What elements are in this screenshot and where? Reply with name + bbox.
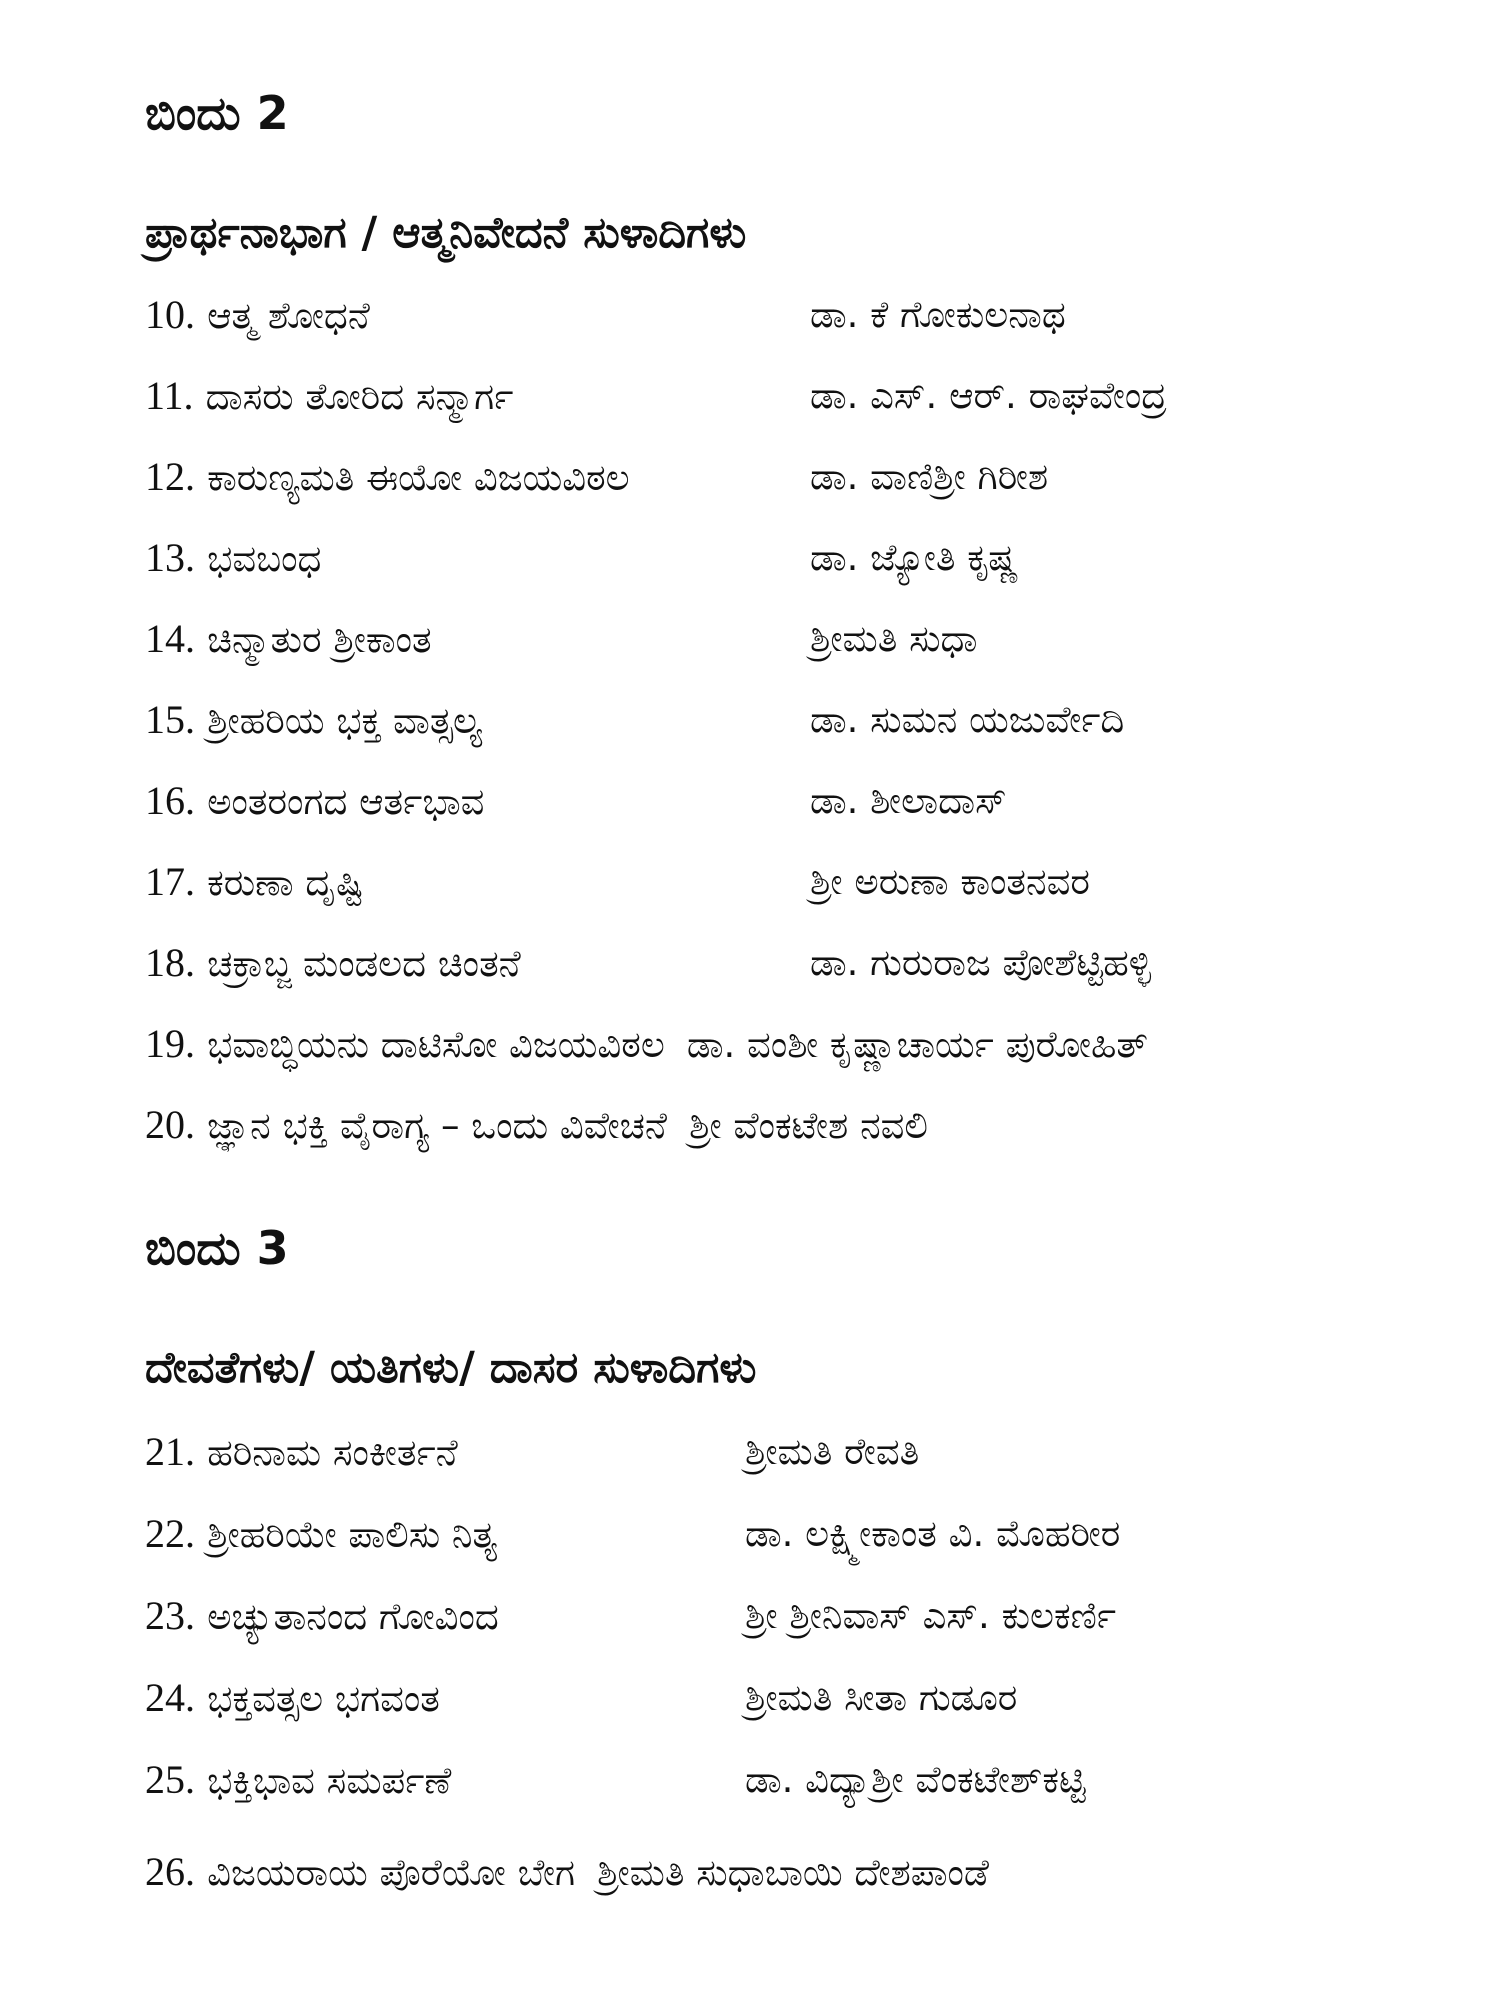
entry-title: ಕರುಣಾ ದೃಷ್ಟಿ bbox=[207, 861, 364, 904]
list-item bbox=[145, 285, 1405, 345]
section-title-devategalu: ದೇವತೆಗಳು/ ಯತಿಗಳು/ ದಾಸರ ಸುಳಾದಿಗಳು bbox=[145, 1343, 757, 1393]
list-item bbox=[145, 1842, 1405, 1902]
entry-number: 23. bbox=[145, 1593, 195, 1638]
list-item bbox=[145, 609, 1405, 669]
entry-number: 22. bbox=[145, 1511, 195, 1556]
entry-author: ಡಾ. ಕೆ ಗೋಕುಲನಾಥ bbox=[810, 293, 1066, 336]
entry-author: ಡಾ. ಗುರುರಾಜ ಪೋಶೆಟ್ಟಿಹಳ್ಳಿ bbox=[810, 941, 1152, 984]
entry-title: ವಿಜಯರಾಯ ಪೊರೆಯೋ ಬೇಗ bbox=[207, 1851, 576, 1894]
entry-title: ಭಕ್ತಿಭಾವ ಸಮರ್ಪಣೆ bbox=[207, 1759, 452, 1802]
entry-title: ಭವಾಬ್ಧಿಯನು ದಾಟಿಸೋ ವಿಜಯವಿಠಲ bbox=[207, 1023, 665, 1066]
list-item bbox=[145, 1750, 1405, 1810]
section-heading-bindu-2: ಬಿಂದು 2 bbox=[145, 86, 289, 140]
list-item bbox=[145, 1586, 1405, 1646]
entry-author: ಶ್ರೀಮತಿ ಸೀತಾ ಗುಡೂರ bbox=[745, 1676, 1018, 1719]
entry-number: 20. bbox=[145, 1102, 195, 1147]
entry-number: 14. bbox=[145, 616, 195, 661]
entry-number: 15. bbox=[145, 697, 195, 742]
entry-number: 11. bbox=[145, 373, 194, 418]
entry-author: ಶ್ರೀಮತಿ ರೇವತಿ bbox=[745, 1430, 920, 1473]
entry-number: 10. bbox=[145, 292, 195, 337]
list-item bbox=[145, 1095, 1405, 1155]
list-item bbox=[145, 1504, 1405, 1564]
entry-title: ಅಚ್ಯುತಾನಂದ ಗೋವಿಂದ bbox=[207, 1595, 499, 1638]
entry-author: ಶ್ರೀ ವೆಂಕಟೇಶ ನವಲಿ bbox=[689, 1104, 928, 1147]
entry-title: ಚಕ್ರಾಬ್ಜ ಮಂಡಲದ ಚಿಂತನೆ bbox=[207, 942, 521, 985]
entry-title: ಶ್ರೀಹರಿಯ ಭಕ್ತ ವಾತ್ಸಲ್ಯ bbox=[207, 699, 483, 742]
entry-title: ಭವಬಂಧ bbox=[207, 537, 322, 580]
entry-number: 18. bbox=[145, 940, 195, 985]
entry-author: ಶ್ರೀಮತಿ ಸುಧಾ bbox=[810, 617, 978, 660]
entry-author: ಡಾ. ವಿದ್ಯಾಶ್ರೀ ವೆಂಕಟೇಶ್‌ಕಟ್ಟಿ bbox=[745, 1758, 1086, 1801]
entry-number: 13. bbox=[145, 535, 195, 580]
section-heading-bindu-3: ಬಿಂದು 3 bbox=[145, 1221, 289, 1275]
list-item bbox=[145, 366, 1405, 426]
entry-number: 16. bbox=[145, 778, 195, 823]
entry-author: ಶ್ರೀ ಶ್ರೀನಿವಾಸ್ ಎಸ್. ಕುಲಕರ್ಣಿ bbox=[745, 1594, 1116, 1637]
entry-title: ಭಕ್ತವತ್ಸಲ ಭಗವಂತ bbox=[207, 1677, 440, 1720]
entry-author: ಶ್ರೀಮತಿ ಸುಧಾಬಾಯಿ ದೇಶಪಾಂಡೆ bbox=[597, 1851, 989, 1894]
list-item bbox=[145, 852, 1405, 912]
section-title-prarthana: ಪ್ರಾರ್ಥನಾಭಾಗ / ಆತ್ಮನಿವೇದನೆ ಸುಳಾದಿಗಳು bbox=[145, 208, 747, 258]
entry-number: 12. bbox=[145, 454, 195, 499]
entry-number: 25. bbox=[145, 1757, 195, 1802]
list-item bbox=[145, 447, 1405, 507]
entry-title: ಜ್ಞಾನ ಭಕ್ತಿ ವೈರಾಗ್ಯ – ಒಂದು ವಿವೇಚನೆ bbox=[207, 1104, 667, 1147]
entry-title: ಶ್ರೀಹರಿಯೇ ಪಾಲಿಸು ನಿತ್ಯ bbox=[207, 1513, 498, 1556]
entry-author: ಡಾ. ಸುಮನ ಯಜುರ್ವೇದಿ bbox=[810, 698, 1125, 741]
list-item bbox=[145, 1422, 1405, 1482]
entry-number: 21. bbox=[145, 1429, 195, 1474]
entry-number: 19. bbox=[145, 1021, 195, 1066]
entry-author: ಡಾ. ವಾಣಿಶ್ರೀ ಗಿರೀಶ bbox=[810, 455, 1049, 498]
list-item bbox=[145, 690, 1405, 750]
entry-number: 24. bbox=[145, 1675, 195, 1720]
entry-author: ಡಾ. ಶೀಲಾದಾಸ್ bbox=[810, 779, 1007, 822]
entry-title: ದಾಸರು ತೋರಿದ ಸನ್ಮಾರ್ಗ bbox=[205, 375, 514, 418]
entry-title: ಕಾರುಣ್ಯಮತಿ ಈಯೋ ವಿಜಯವಿಠಲ bbox=[207, 456, 630, 499]
list-item bbox=[145, 771, 1405, 831]
entry-number: 26. bbox=[145, 1849, 195, 1894]
entry-author: ಡಾ. ವಂಶೀ ಕೃಷ್ಣಾಚಾರ್ಯ ಪುರೋಹಿತ್ bbox=[686, 1023, 1149, 1066]
list-item bbox=[145, 1668, 1405, 1728]
list-item bbox=[145, 528, 1405, 588]
list-item bbox=[145, 933, 1405, 993]
entry-author: ಡಾ. ಲಕ್ಷ್ಮೀಕಾಂತ ವಿ. ಮೊಹರೀರ bbox=[745, 1512, 1121, 1555]
entry-title: ಅಂತರಂಗದ ಆರ್ತಭಾವ bbox=[207, 780, 485, 823]
entry-title: ಚಿನ್ಮಾತುರ ಶ್ರೀಕಾಂತ bbox=[207, 618, 432, 661]
entry-author: ಶ್ರೀ ಅರುಣಾ ಕಾಂತನವರ bbox=[810, 860, 1090, 903]
entry-number: 17. bbox=[145, 859, 195, 904]
entry-title: ಆತ್ಮ ಶೋಧನೆ bbox=[207, 294, 370, 337]
list-item bbox=[145, 1014, 1405, 1074]
entry-title: ಹರಿನಾಮ ಸಂಕೀರ್ತನೆ bbox=[207, 1431, 458, 1474]
entry-author: ಡಾ. ಎಸ್. ಆರ್. ರಾಘವೇಂದ್ರ bbox=[810, 374, 1167, 417]
entry-author: ಡಾ. ಜ್ಯೋತಿ ಕೃಷ್ಣ bbox=[810, 536, 1019, 579]
